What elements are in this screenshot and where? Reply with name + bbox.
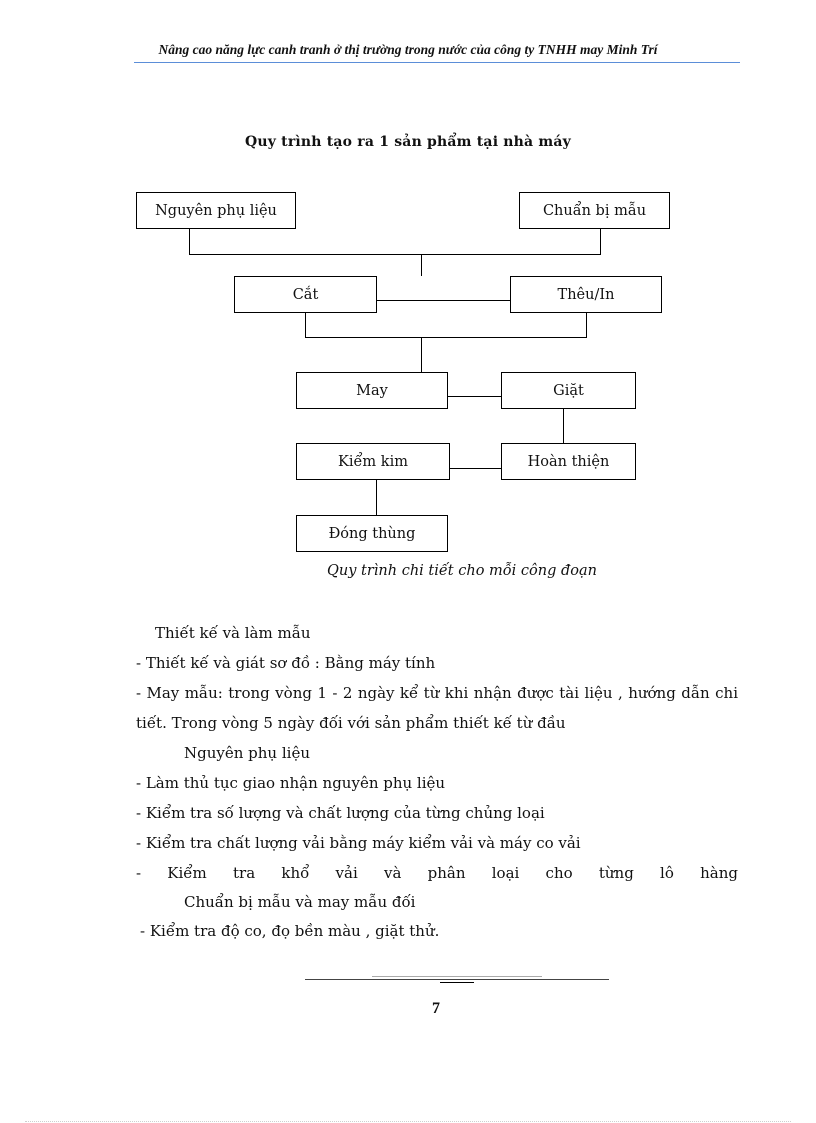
list-item: - Làm thủ tục giao nhận nguyên phụ liệu — [136, 774, 446, 792]
node-label: Kiểm kim — [338, 453, 408, 470]
node-label: Đóng thùng — [328, 525, 416, 542]
node-dong-thung — [296, 515, 448, 552]
node-label: Thêu/In — [557, 286, 615, 303]
connector — [447, 396, 502, 397]
footer-rule — [372, 976, 542, 977]
node-label: Giặt — [553, 382, 584, 399]
section-heading: Thiết kế và làm mẫu — [155, 624, 311, 642]
footer-rule — [440, 982, 474, 983]
connector — [305, 337, 587, 338]
list-item: - Kiểm tra khổ vải và phân loại cho từng lô hàng — [136, 864, 738, 882]
connector — [586, 312, 587, 338]
list-item: - May mẫu: trong vòng 1 - 2 ngày kể từ khi nhận được tài liệu , hướng dẫn chi tiết. Trong vòng 5 ngày đối với sản phẩm thiết kế từ đầu — [136, 684, 738, 732]
node-hoan-thien — [501, 443, 636, 480]
page-number: 7 — [432, 1000, 440, 1017]
node-cat — [234, 276, 377, 313]
node-chuan-bi-mau — [519, 192, 670, 229]
node-label: Chuẩn bị mẫu — [542, 202, 647, 219]
list-item: - Kiểm tra chất lượng vải bằng máy kiểm vải và máy co vải — [136, 834, 581, 852]
connector — [376, 300, 511, 301]
node-label: Cắt — [292, 286, 319, 303]
footer-rule — [305, 979, 609, 980]
node-kiem-kim — [296, 443, 450, 480]
node-may — [296, 372, 448, 409]
node-label: Nguyên phụ liệu — [155, 202, 277, 219]
node-nguyen-phu-lieu — [136, 192, 296, 229]
node-giat — [501, 372, 636, 409]
list-item: - Kiểm tra độ co, đọ bền màu , giặt thử. — [140, 922, 440, 940]
diagram-caption: Quy trình chi tiết cho mỗi công đoạn — [327, 563, 597, 579]
connector — [600, 228, 601, 255]
section-heading: Chuẩn bị mẫu và may mẫu đối — [184, 893, 416, 911]
list-item: - Kiểm tra số lượng và chất lượng của từng chủng loại — [136, 804, 545, 822]
node-theu-in — [510, 276, 662, 313]
body-text — [136, 618, 738, 946]
connector — [189, 254, 601, 255]
diagram-title: Quy trình tạo ra 1 sản phẩm tại nhà máy — [244, 134, 572, 150]
connector — [421, 254, 422, 276]
list-item: - Thiết kế và giát sơ đồ : Bằng máy tính — [136, 654, 436, 672]
header-rule — [134, 62, 740, 63]
connector — [189, 228, 190, 255]
connector — [563, 408, 564, 443]
connector — [305, 312, 306, 338]
node-label: Hoàn thiện — [527, 453, 610, 470]
connector — [449, 468, 502, 469]
connector — [376, 480, 377, 516]
page-bottom-divider — [25, 1121, 791, 1122]
running-header: Nâng cao năng lực canh tranh ở thị trường trong nước của công ty TNHH may Minh Trí — [158, 42, 658, 57]
section-heading: Nguyên phụ liệu — [184, 744, 310, 762]
node-label: May — [356, 382, 388, 399]
connector — [421, 337, 422, 372]
